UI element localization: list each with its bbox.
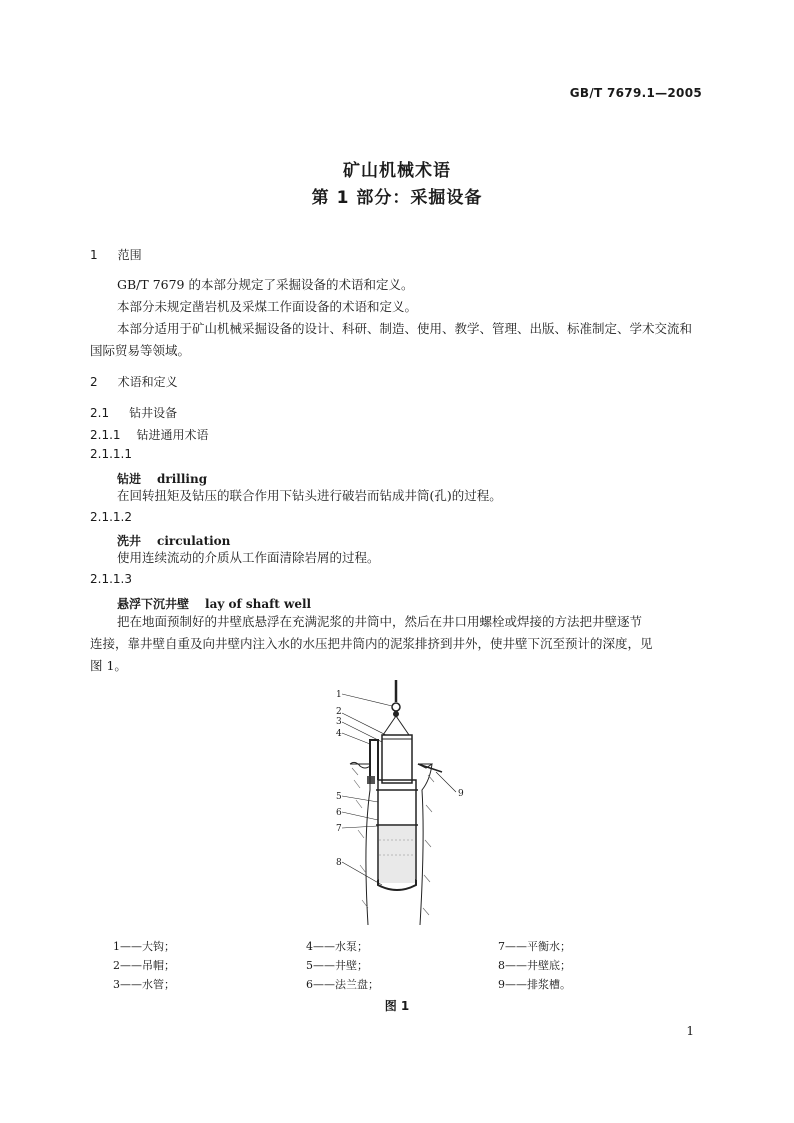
callout-8: 8 (336, 858, 342, 868)
term-definition: 把在地面预制好的井壁底悬浮在充满泥浆的井筒中，然后在井口用螺栓或焊接的方法把井壁逐节 (117, 614, 643, 629)
section-1-heading (90, 246, 142, 263)
legend-item: 3——水管； (113, 978, 175, 991)
legend-item: 4——水泵； (306, 940, 368, 953)
term-english: circulation (157, 534, 231, 548)
section-title: 钻井设备 (129, 406, 178, 420)
term-english: drilling (157, 472, 208, 486)
legend-item: 7——平衡水； (498, 940, 571, 953)
legend-item: 9——排浆槽。 (498, 978, 571, 991)
legend-item: 5——井壁； (306, 959, 368, 972)
page-number: 1 (686, 1024, 694, 1038)
section-number: 2.1.1 (90, 428, 121, 442)
callout-1: 1 (336, 690, 342, 700)
water-pump (367, 776, 375, 784)
shaft-well-figure (330, 680, 480, 930)
term-chinese: 洗井 (117, 534, 142, 548)
callout-9: 9 (458, 789, 464, 799)
section-number: 2 (90, 375, 98, 389)
sling-left (383, 716, 396, 735)
section-title: 术语和定义 (117, 375, 178, 389)
document-title: 矿山机械术语 (343, 161, 451, 181)
paragraph: 本部分未规定凿岩机及采煤工作面设备的术语和定义。 (117, 299, 418, 314)
shaft-wall-left (350, 762, 370, 925)
term-number: 2.1.1.3 (90, 572, 132, 586)
term-definition: 在回转扭矩及钻压的联合作用下钻头进行破岩而钻成井筒(孔)的过程。 (117, 488, 502, 503)
callout-2: 2 (336, 707, 342, 717)
hook-icon (392, 703, 400, 711)
term-english: lay of shaft well (205, 597, 312, 611)
legend-item: 8——井壁底； (498, 959, 571, 972)
legend-item: 1——大钩； (113, 940, 175, 953)
term-number: 2.1.1.1 (90, 447, 132, 461)
callout-7: 7 (336, 824, 342, 834)
section-title: 钻进通用术语 (136, 428, 209, 442)
paragraph: GB/T 7679 的本部分规定了采掘设备的术语和定义。 (117, 277, 414, 292)
section-2-1-heading (90, 404, 177, 421)
section-number: 1 (90, 248, 98, 262)
section-number: 2.1 (90, 406, 110, 420)
term-number: 2.1.1.2 (90, 510, 132, 524)
figure-caption: 图 1 (384, 999, 410, 1013)
lifting-cap (382, 735, 412, 783)
callout-3: 3 (336, 717, 342, 727)
term-chinese: 钻进 (117, 472, 142, 486)
section-2-heading (90, 373, 178, 390)
paragraph: 本部分适用于矿山机械采掘设备的设计、科研、制造、使用、教学、管理、出版、标准制定、学术交流和 (117, 321, 693, 336)
term-definition: 使用连续流动的介质从工作面清除岩屑的过程。 (117, 550, 380, 565)
term-heading (117, 593, 311, 612)
legend-item: 2——吊帽； (113, 959, 175, 972)
callout-5: 5 (336, 792, 342, 802)
standard-code: GB/T 7679.1—2005 (569, 86, 702, 100)
legend-item: 6——法兰盘； (306, 978, 379, 991)
section-2-1-1-heading (90, 426, 209, 443)
term-chinese: 悬浮下沉井壁 (117, 597, 190, 611)
water-pipe (370, 740, 378, 780)
term-definition-continuation: 图 1。 (90, 658, 127, 673)
section-title: 范围 (117, 248, 142, 262)
paragraph-continuation: 国际贸易等领域。 (90, 343, 191, 358)
shaft-wall-right (418, 764, 432, 925)
callout-4: 4 (336, 729, 342, 739)
term-definition-continuation: 连接，靠井壁自重及向井壁内注入水的水压把井筒内的泥浆排挤到井外，使井壁下沉至预计的深度，见 (90, 636, 653, 651)
balance-water (379, 826, 415, 883)
document-subtitle: 第 1 部分：采掘设备 (311, 188, 483, 208)
callout-6: 6 (336, 808, 342, 818)
sling-right (396, 716, 409, 735)
